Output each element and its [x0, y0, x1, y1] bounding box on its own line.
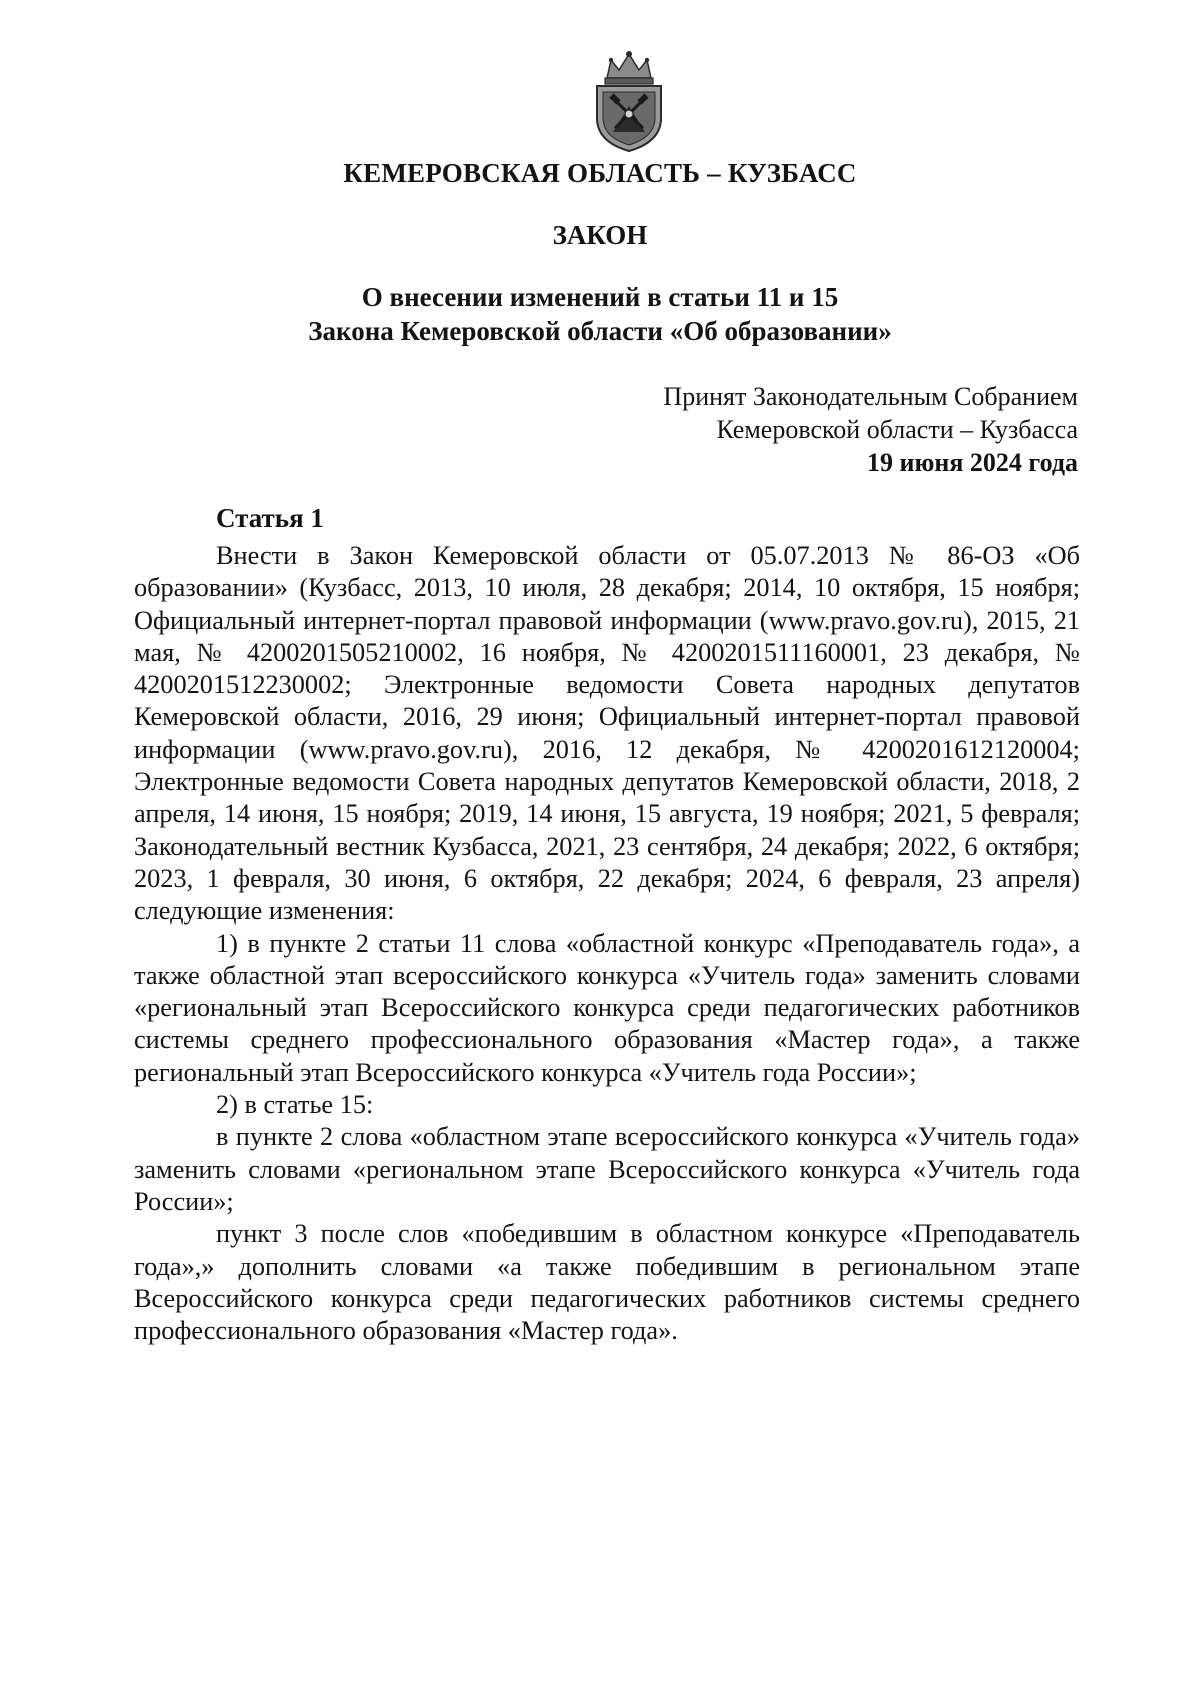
law-title-line-1: О внесении изменений в статьи 11 и 15	[361, 282, 839, 312]
coat-of-arms-icon	[585, 48, 673, 154]
item-2a-paragraph: в пункте 2 слова «областном этапе всероссийского конкурса «Учитель года» заменить словами «региональном этапе Всероссийского конкурса «Учитель года России»;	[134, 1122, 1080, 1216]
adoption-block	[663, 380, 1078, 479]
law-title	[0, 280, 1200, 348]
item-1-paragraph: 1) в пункте 2 статьи 11 слова «областной конкурс «Преподаватель года», а также областной этап всероссийского конкурса «Учитель года» заменить словами «региональный этап Всероссийского конкурса среди педагогических работников системы среднего профессионального образования «Мастер года», а также региональный этап Всероссийского конкурса «Учитель года России»;	[134, 928, 1080, 1087]
article-intro-paragraph: Внести в Закон Кемеровской области от 05.07.2013 № 86-ОЗ «Об образовании» (Кузбасс, 2013, 10 июля, 28 декабря; 2014, 10 октября, 15 ноября; Официальный интернет-портал правовой информации (www.pravo.gov.ru), 2015, 21 мая, № 4200201505210002, 16 ноября, № 4200201511160001, 23 декабря, № 4200201512230002; Электронные ведомости Совета народных депутатов Кемеровской области, 2016, 29 июня; Официальный интернет-портал правовой информации (www.pravo.gov.ru), 2016, 12 декабря, № 4200201612120004; Электронные ведомости Совета народных депутатов Кемеровской области, 2018, 2 апреля, 14 июня, 15 ноября; 2019, 14 июня, 15 августа, 19 ноября; 2021, 5 февраля; Законодательный вестник Кузбасса, 2021, 23 сентября, 24 декабря; 2022, 6 октября; 2023, 1 февраля, 30 июня, 6 октября, 22 декабря; 2024, 6 февраля, 23 апреля) следующие изменения:	[134, 541, 1080, 926]
document-type: ЗАКОН	[552, 220, 648, 250]
article-body	[134, 540, 1080, 1347]
region-name: КЕМЕРОВСКАЯ ОБЛАСТЬ – КУЗБАСС	[343, 158, 857, 188]
item-2-paragraph: 2) в статье 15:	[216, 1090, 374, 1120]
article-heading: Статья 1	[216, 503, 324, 533]
law-title-line-2: Закона Кемеровской области «Об образовании»	[308, 316, 892, 346]
adoption-line-2: Кемеровской области – Кузбасса	[716, 415, 1078, 444]
item-2b-paragraph: пункт 3 после слов «победившим в областном конкурсе «Преподаватель года»,» дополнить словами «а также победившим в региональном этапе Всероссийского конкурса среди педагогических работников системы среднего профессионального образования «Мастер года».	[134, 1219, 1080, 1346]
adoption-date: 19 июня 2024 года	[867, 448, 1078, 477]
adoption-line-1: Принят Законодательным Собранием	[663, 382, 1078, 411]
